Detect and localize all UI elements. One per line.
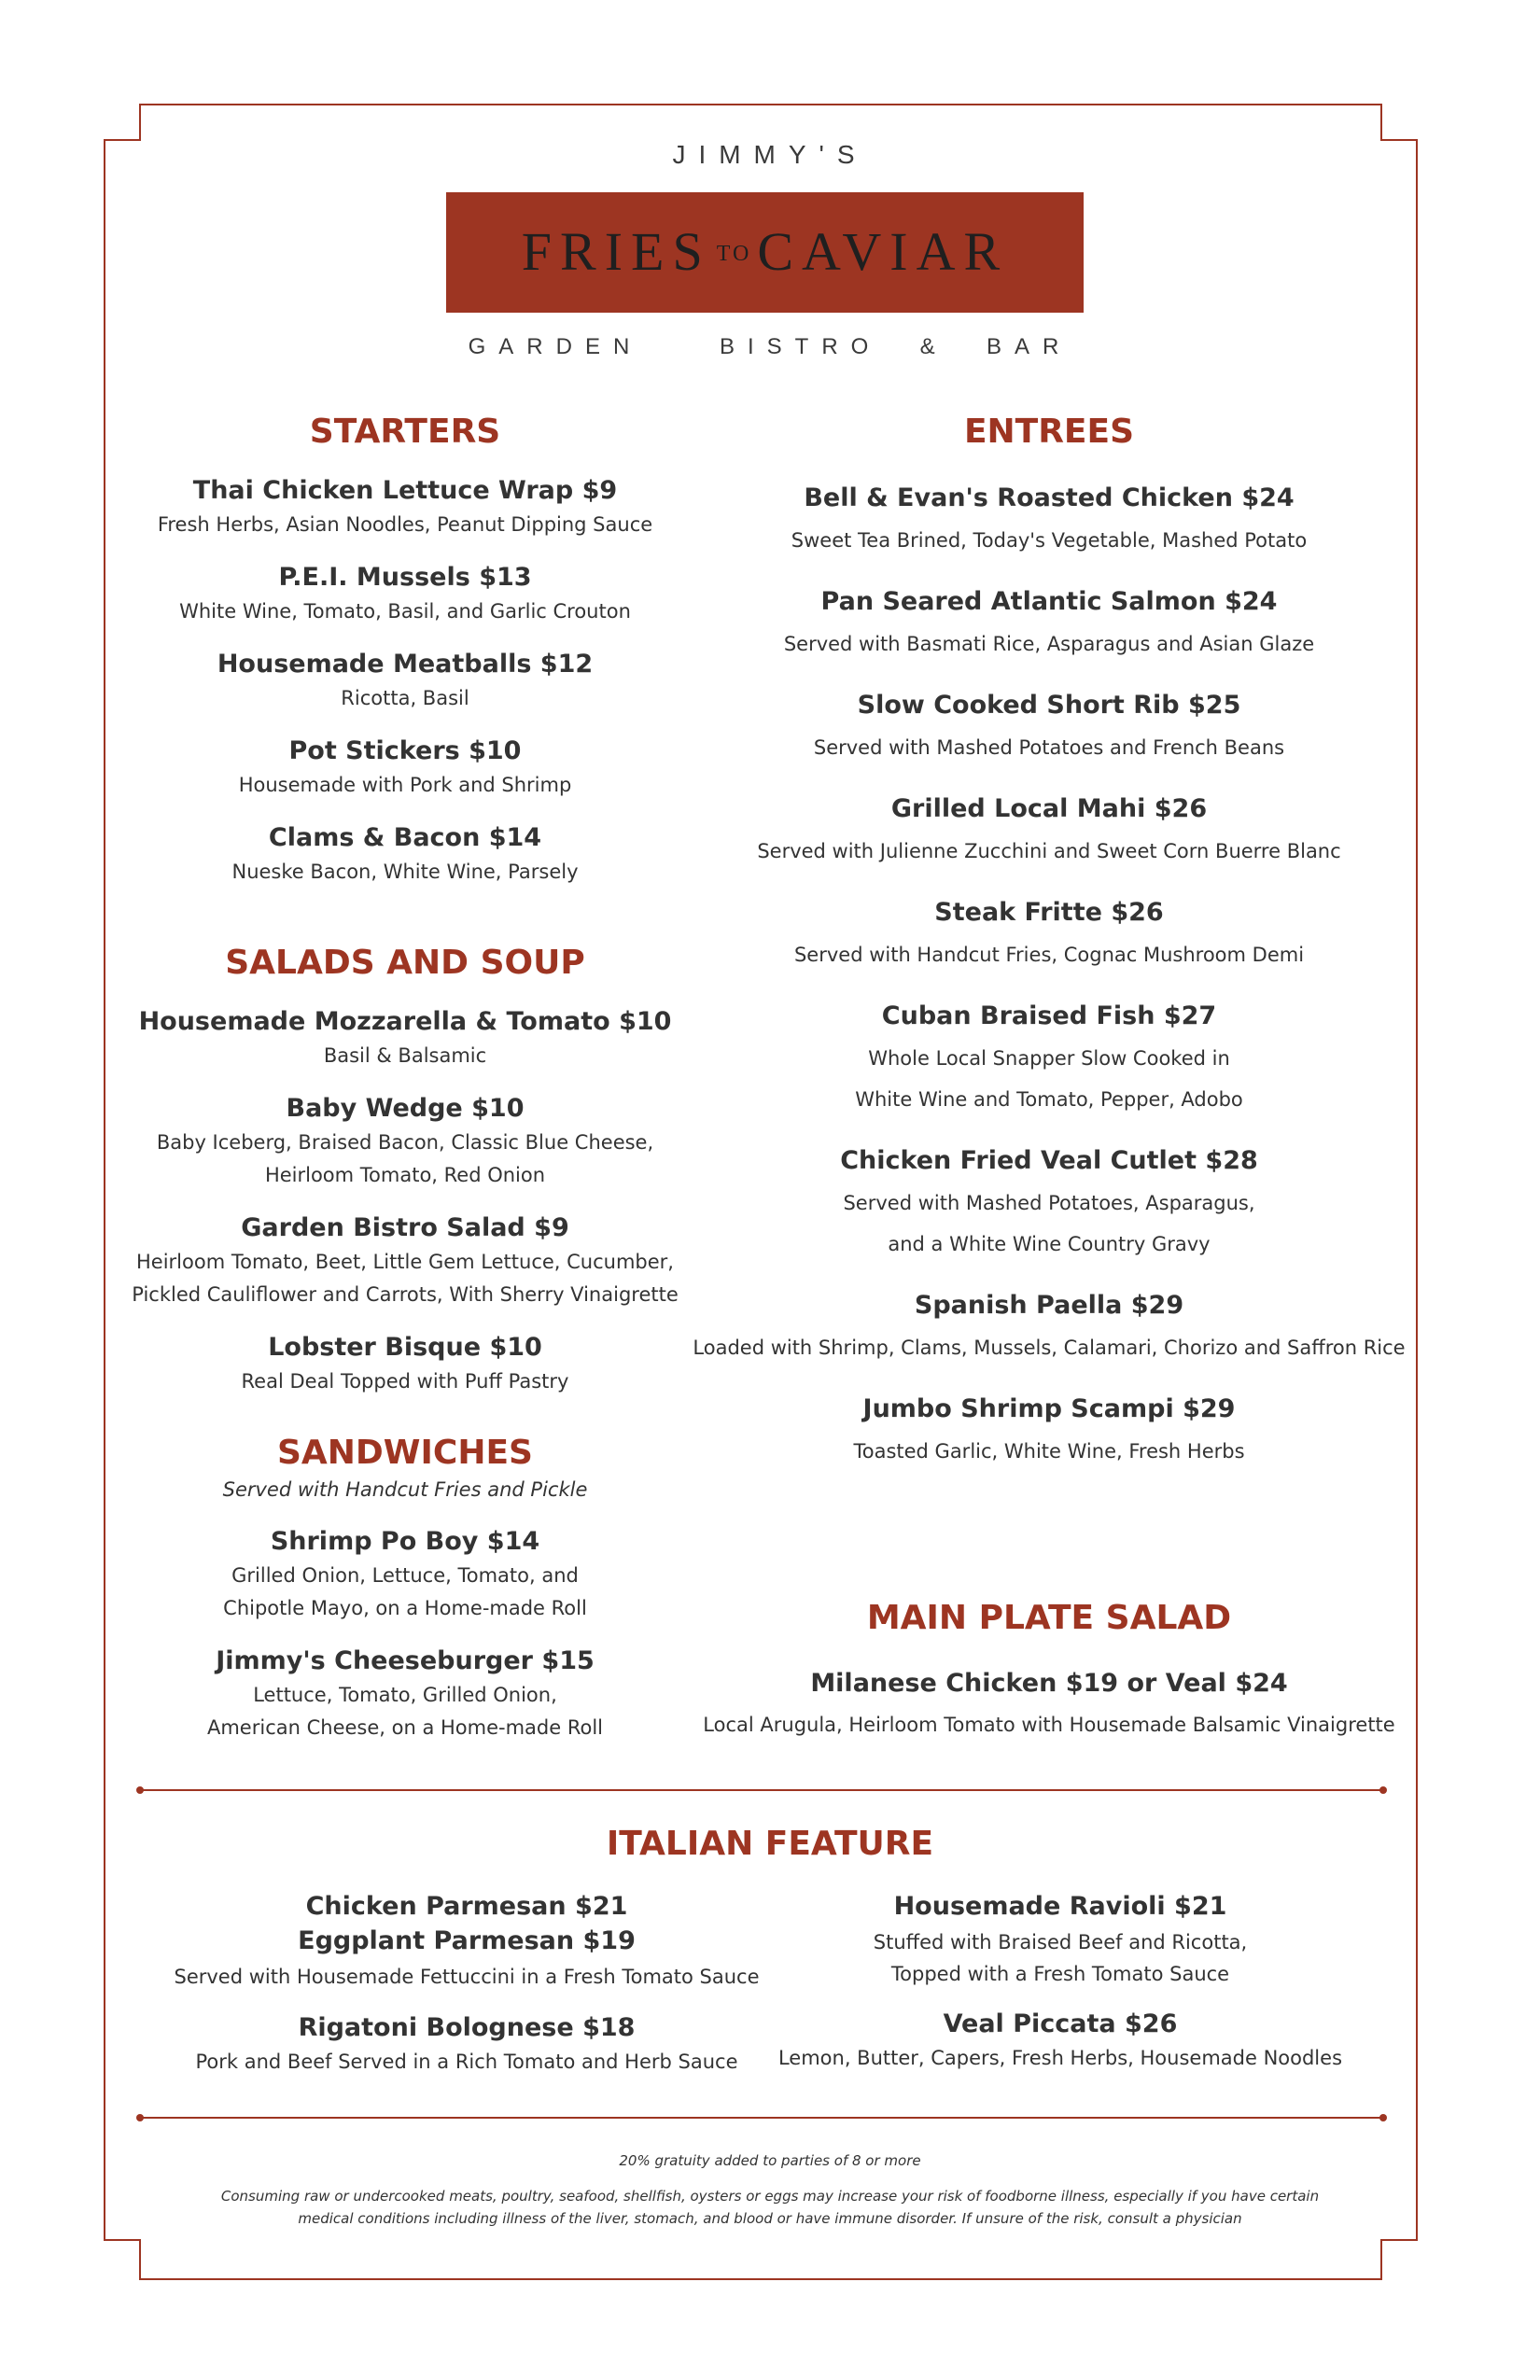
divider-dot	[1379, 2114, 1387, 2121]
menu-item-name: Steak Fritte $26	[934, 898, 1164, 927]
menu-item-desc: Pork and Beef Served in a Rich Tomato and Herb Sauce	[195, 2051, 738, 2073]
section-title-italian: ITALIAN FEATURE	[606, 1825, 934, 1863]
section-title-starters: STARTERS	[309, 413, 501, 451]
menu-item-name: Thai Chicken Lettuce Wrap $9	[192, 476, 618, 505]
menu-item-desc: Sweet Tea Brined, Today's Vegetable, Mashed Potato	[791, 529, 1308, 552]
menu-item-desc: Heirloom Tomato, Beet, Little Gem Lettuce, Cucumber,	[136, 1251, 674, 1273]
divider-dot	[1379, 1786, 1387, 1794]
menu-item-name: Shrimp Po Boy $14	[270, 1527, 540, 1556]
logo-word-fries: FRIES	[521, 221, 711, 282]
menu-item-desc: and a White Wine Country Gravy	[888, 1233, 1211, 1255]
menu-item-desc: Served with Housemade Fettuccini in a Fresh Tomato Sauce	[174, 1966, 760, 1988]
menu-item-name: Housemade Ravioli $21	[893, 1892, 1227, 1921]
menu-item-name: Jimmy's Cheeseburger $15	[216, 1646, 595, 1675]
menu-item-desc: Fresh Herbs, Asian Noodles, Peanut Dipping Sauce	[157, 513, 653, 536]
menu-item-name: Housemade Mozzarella & Tomato $10	[138, 1007, 672, 1036]
menu-item-desc: White Wine and Tomato, Pepper, Adobo	[855, 1088, 1243, 1111]
menu-item-name: Veal Piccata $26	[943, 2009, 1178, 2038]
menu-item-desc: Served with Julienne Zucchini and Sweet Corn Buerre Blanc	[757, 840, 1341, 862]
menu-item-name: Garden Bistro Salad $9	[241, 1213, 569, 1242]
menu-item-desc: Pickled Cauliflower and Carrots, With Sherry Vinaigrette	[132, 1283, 679, 1306]
menu-item-name: Housemade Meatballs $12	[217, 650, 594, 679]
divider-rule	[142, 2117, 1383, 2119]
menu-item-name: Clams & Bacon $14	[268, 823, 542, 852]
section-title-salads: SALADS AND SOUP	[225, 944, 585, 982]
menu-item-name: Bell & Evan's Roasted Chicken $24	[804, 483, 1295, 512]
menu-item-desc: Heirloom Tomato, Red Onion	[264, 1164, 546, 1186]
section-subtitle: Served with Handcut Fries and Pickle	[222, 1478, 588, 1501]
menu-item-name: Rigatoni Bolognese $18	[298, 2013, 636, 2042]
menu-item-desc: Topped with a Fresh Tomato Sauce	[890, 1963, 1230, 1985]
section-title-sandwiches: SANDWICHES	[277, 1434, 533, 1472]
menu-item-name: Cuban Braised Fish $27	[881, 1001, 1217, 1030]
logo-word-to: TO	[716, 242, 752, 266]
menu-item-name: Pot Stickers $10	[288, 736, 522, 765]
menu-item-desc: Ricotta, Basil	[341, 687, 469, 709]
menu-item-desc: Toasted Garlic, White Wine, Fresh Herbs	[853, 1440, 1245, 1463]
section-title-main-salad: MAIN PLATE SALAD	[866, 1599, 1232, 1637]
menu-item-name: Eggplant Parmesan $19	[298, 1926, 636, 1955]
menu-item-desc: Local Arugula, Heirloom Tomato with Housemade Balsamic Vinaigrette	[703, 1714, 1395, 1736]
menu-item-desc: Lemon, Butter, Capers, Fresh Herbs, Housemade Noodles	[777, 2047, 1343, 2069]
menu-item-desc: Loaded with Shrimp, Clams, Mussels, Calamari, Chorizo and Saffron Rice	[693, 1337, 1406, 1359]
menu-item-name: Slow Cooked Short Rib $25	[857, 691, 1241, 720]
menu-item-name: Spanish Paella $29	[914, 1291, 1184, 1320]
menu-item-name: Grilled Local Mahi $26	[890, 794, 1208, 823]
logo-banner	[446, 192, 1084, 313]
food-safety-warning: Consuming raw or undercooked meats, poultry, seafood, shellfish, oysters or eggs may increase your risk of foodborne illness, especially if you have certain	[220, 2188, 1320, 2205]
menu-item-desc: Chipotle Mayo, on a Home-made Roll	[223, 1597, 587, 1619]
menu-item-desc: Served with Mashed Potatoes, Asparagus,	[843, 1192, 1255, 1214]
menu-item-desc: Served with Mashed Potatoes and French Beans	[813, 736, 1285, 759]
logo-text	[446, 220, 1084, 283]
menu-item-desc: Housemade with Pork and Shrimp	[238, 774, 572, 796]
menu-item-name: P.E.I. Mussels $13	[278, 563, 532, 592]
menu-item-desc: White Wine, Tomato, Basil, and Garlic Crouton	[179, 600, 631, 623]
menu-item-name: Baby Wedge $10	[286, 1094, 525, 1123]
menu-item-desc: Basil & Balsamic	[323, 1044, 487, 1067]
menu-item-desc: Baby Iceberg, Braised Bacon, Classic Blue Cheese,	[156, 1131, 654, 1154]
menu-item-name: Chicken Parmesan $21	[305, 1892, 628, 1921]
menu-item-desc: Lettuce, Tomato, Grilled Onion,	[253, 1684, 557, 1706]
menu-item-name: Lobster Bisque $10	[268, 1333, 542, 1362]
menu-item-name: Jumbo Shrimp Scampi $29	[862, 1394, 1236, 1423]
menu-item-desc: Stuffed with Braised Beef and Ricotta,	[873, 1931, 1248, 1953]
food-safety-warning: medical conditions including illness of the liver, stomach, and blood or have immune disorder. If unsure of the risk, consult a physician	[298, 2210, 1242, 2227]
menu-item-name: Milanese Chicken $19 or Veal $24	[810, 1669, 1288, 1698]
menu-item-desc: Served with Handcut Fries, Cognac Mushroom Demi	[793, 944, 1305, 966]
menu-item-desc: Served with Basmati Rice, Asparagus and Asian Glaze	[783, 633, 1315, 655]
divider-rule	[142, 1789, 1383, 1791]
menu-item-name: Chicken Fried Veal Cutlet $28	[840, 1146, 1258, 1175]
logo-word-caviar: CAVIAR	[757, 221, 1009, 282]
brand-top-text: JIMMY'S	[672, 140, 868, 169]
menu-item-desc: Grilled Onion, Lettuce, Tomato, and	[231, 1564, 579, 1587]
menu-item-desc: American Cheese, on a Home-made Roll	[206, 1716, 604, 1739]
menu-item-name: Pan Seared Atlantic Salmon $24	[820, 587, 1278, 616]
menu-item-desc: Whole Local Snapper Slow Cooked in	[868, 1047, 1230, 1070]
menu-item-desc: Real Deal Topped with Puff Pastry	[241, 1370, 569, 1393]
menu-item-desc: Nueske Bacon, White Wine, Parsely	[231, 861, 579, 883]
brand-subtitle: GARDEN BISTRO & BAR	[468, 334, 1072, 359]
gratuity-note: 20% gratuity added to parties of 8 or more	[619, 2152, 921, 2169]
section-title-entrees: ENTREES	[963, 413, 1135, 451]
